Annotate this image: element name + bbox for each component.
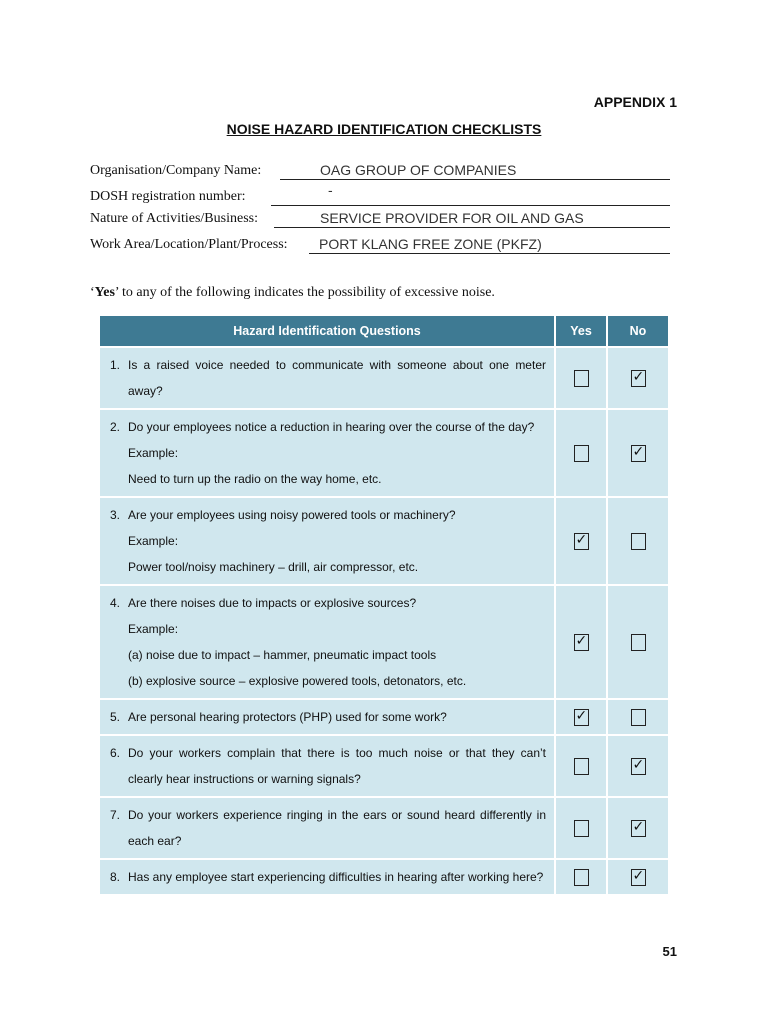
question-cell	[100, 860, 554, 894]
question-detail: (b) explosive source – explosive powered tools, detonators, etc.	[128, 674, 467, 688]
no-cell	[608, 410, 668, 496]
no-checkbox[interactable]	[631, 445, 646, 462]
question-cell	[100, 736, 554, 796]
yes-checkbox[interactable]	[574, 820, 589, 837]
table-row	[100, 798, 668, 858]
org-field	[90, 162, 670, 182]
question-cell	[100, 498, 554, 584]
no-cell	[608, 348, 668, 408]
table-row	[100, 586, 668, 698]
no-cell	[608, 700, 668, 734]
table-row	[100, 860, 668, 894]
question-text: Has any employee start experiencing difficulties in hearing after working here?	[128, 870, 544, 884]
col-header-question: Hazard Identification Questions	[100, 316, 554, 346]
table-row	[100, 498, 668, 584]
area-field	[90, 236, 670, 256]
nature-label: Nature of Activities/Business:	[90, 211, 258, 226]
question-cell	[100, 700, 554, 734]
hazard-table	[98, 314, 670, 896]
yes-cell	[556, 498, 606, 584]
no-checkbox[interactable]	[631, 634, 646, 651]
yes-cell	[556, 860, 606, 894]
no-checkbox[interactable]	[631, 869, 646, 886]
col-header-no: No	[608, 316, 668, 346]
question-text: Do your employees notice a reduction in hearing over the course of the day?	[128, 420, 535, 434]
dosh-value[interactable]: -	[328, 182, 333, 198]
question-number: 2.	[110, 420, 121, 434]
table-row	[100, 736, 668, 796]
question-text: Are your employees using noisy powered tools or machinery?	[128, 508, 456, 522]
area-value[interactable]: PORT KLANG FREE ZONE (PKFZ)	[319, 236, 542, 252]
org-label: Organisation/Company Name:	[90, 163, 262, 178]
no-cell	[608, 798, 668, 858]
question-cell	[100, 798, 554, 858]
no-checkbox[interactable]	[631, 758, 646, 775]
question-text: Is a raised voice needed to communicate with someone about one meter away?	[128, 358, 546, 398]
yes-checkbox[interactable]	[574, 370, 589, 387]
no-checkbox[interactable]	[631, 533, 646, 550]
question-text: Are personal hearing protectors (PHP) used for some work?	[128, 710, 447, 724]
no-cell	[608, 860, 668, 894]
col-header-yes: Yes	[556, 316, 606, 346]
question-number: 5.	[110, 710, 121, 724]
appendix-label: APPENDIX 1	[593, 94, 677, 110]
question-detail: Need to turn up the radio on the way home, etc.	[128, 472, 382, 486]
yes-cell	[556, 736, 606, 796]
no-checkbox[interactable]	[631, 820, 646, 837]
no-checkbox[interactable]	[631, 370, 646, 387]
question-detail: Example:	[128, 534, 179, 548]
yes-cell	[556, 348, 606, 408]
question-cell	[100, 348, 554, 408]
dosh-label: DOSH registration number:	[90, 189, 246, 204]
question-number: 7.	[110, 808, 121, 822]
org-value[interactable]: OAG GROUP OF COMPANIES	[320, 162, 517, 178]
table-row	[100, 700, 668, 734]
question-number: 6.	[110, 746, 121, 760]
yes-word: Yes	[94, 285, 115, 300]
no-cell	[608, 586, 668, 698]
yes-cell	[556, 410, 606, 496]
page-title: NOISE HAZARD IDENTIFICATION CHECKLISTS	[226, 121, 542, 137]
yes-checkbox[interactable]	[574, 634, 589, 651]
yes-cell	[556, 586, 606, 698]
yes-cell	[556, 700, 606, 734]
table-row	[100, 410, 668, 496]
question-detail: Example:	[128, 622, 179, 636]
area-label: Work Area/Location/Plant/Process:	[90, 237, 288, 252]
yes-checkbox[interactable]	[574, 709, 589, 726]
yes-checkbox[interactable]	[574, 758, 589, 775]
instruction-note: ‘Yes’ to any of the following indicates the possibility of excessive noise.	[90, 285, 495, 300]
question-detail: (a) noise due to impact – hammer, pneumatic impact tools	[128, 648, 437, 662]
page-number: 51	[662, 944, 677, 959]
yes-cell	[556, 798, 606, 858]
question-text: Are there noises due to impacts or explosive sources?	[128, 596, 417, 610]
question-cell	[100, 586, 554, 698]
nature-value[interactable]: SERVICE PROVIDER FOR OIL AND GAS	[320, 210, 584, 226]
question-detail: Example:	[128, 446, 179, 460]
yes-checkbox[interactable]	[574, 445, 589, 462]
no-cell	[608, 498, 668, 584]
note-text: to any of the following indicates the possibility of excessive noise.	[118, 285, 495, 300]
no-cell	[608, 736, 668, 796]
question-cell	[100, 410, 554, 496]
question-number: 8.	[110, 870, 121, 884]
no-checkbox[interactable]	[631, 709, 646, 726]
question-number: 3.	[110, 508, 121, 522]
yes-checkbox[interactable]	[574, 533, 589, 550]
question-text: Do your workers complain that there is too much noise or that they can’t clearly hear instructions or warning signals?	[128, 746, 546, 786]
nature-field	[90, 210, 670, 230]
yes-checkbox[interactable]	[574, 869, 589, 886]
question-detail: Power tool/noisy machinery – drill, air compressor, etc.	[128, 560, 419, 574]
dosh-field	[90, 182, 670, 208]
question-text: Do your workers experience ringing in the ears or sound heard differently in each ear?	[128, 808, 546, 848]
question-number: 1.	[110, 358, 121, 372]
table-row	[100, 348, 668, 408]
question-number: 4.	[110, 596, 121, 610]
